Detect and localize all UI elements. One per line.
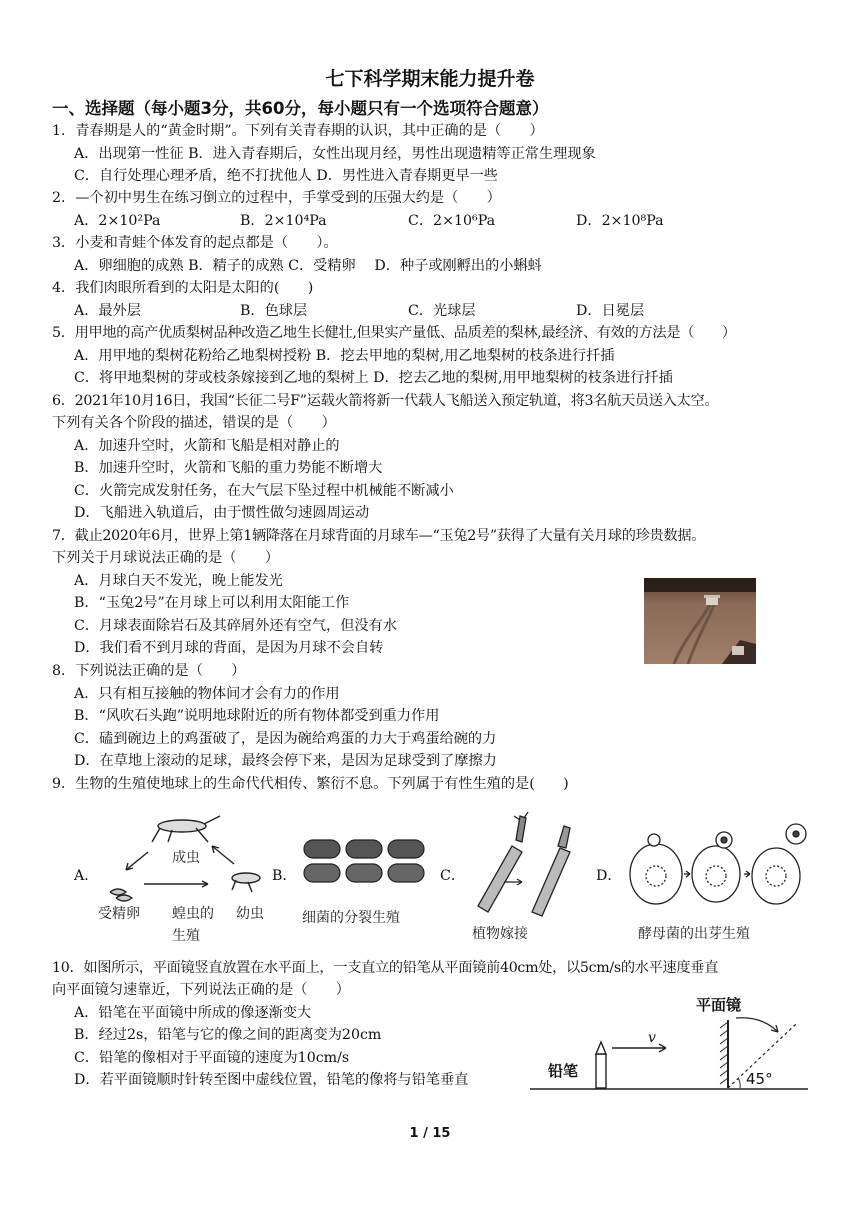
- q6-stem-line2: 下列有关各个阶段的描述，错误的是（ ）: [52, 415, 336, 431]
- angle-label: 45°: [746, 1070, 773, 1088]
- q9-stem: 9．生物的生殖使地球上的生命代代相传、繁衍不息。下列属于有性生殖的是( ): [52, 776, 569, 792]
- bacteria-fission-diagram: [294, 820, 434, 930]
- q2-option-b: B．2×10⁴Pa: [240, 213, 327, 229]
- q1-options-line1: A．出现第一性征 B．进入青春期后，女性出现月经，男性出现遗精等正常生理现象: [74, 146, 596, 162]
- q9-label-b: B．: [272, 868, 297, 884]
- q6-option-c: C．火箭完成发射任务，在大气层下坠过程中机械能不断减小: [74, 483, 454, 499]
- q10-option-a: A．铅笔在平面镜中所成的像逐渐变大: [74, 1005, 312, 1021]
- grafting-caption: 植物嫁接: [472, 926, 528, 942]
- q9-label-a: A．: [74, 868, 99, 884]
- q4-option-c: C．光球层: [408, 303, 476, 319]
- q4-option-a: A．最外层: [74, 303, 141, 319]
- q4-option-d: D．日冕层: [576, 303, 645, 319]
- q10-stem-line2: 向平面镜匀速靠近，下列说法正确的是（ ）: [52, 982, 350, 998]
- q8-option-d: D．在草地上滚动的足球，最终会停下来，是因为足球受到了摩擦力: [74, 753, 497, 769]
- q10-option-d: D．若平面镜顺时针转至图中虚线位置，铅笔的像将与铅笔垂直: [74, 1072, 469, 1088]
- q5-options-line1: A．用甲地的梨树花粉给乙地梨树授粉 B．挖去甲地的梨树,用乙地梨树的枝条进行扦插: [74, 348, 615, 364]
- grasshopper-nymph-label: 幼虫: [236, 906, 264, 922]
- q6-option-a: A．加速升空时，火箭和飞船是相对静止的: [74, 438, 340, 454]
- q6-option-d: D．飞船进入轨道后，由于惯性做匀速圆周运动: [74, 505, 370, 521]
- yeast-caption: 酵母菌的出芽生殖: [638, 926, 750, 942]
- q1-stem: 1．青春期是人的“黄金时期”。下列有关青春期的认识，其中正确的是（ ）: [52, 123, 544, 139]
- grasshopper-title-line1: 蝗虫的: [172, 906, 214, 922]
- q6-option-b: B．加速升空时，火箭和飞船的重力势能不断增大: [74, 460, 383, 476]
- q4-stem: 4．我们肉眼所看到的太阳是太阳的( ): [52, 280, 314, 296]
- page-number: 1 / 15: [409, 1126, 451, 1141]
- q7-stem-line1: 7．截止2020年6月，世界上第1辆降落在月球背面的月球车—“玉兔2号”获得了大量有关月球的珍贵数据。: [52, 528, 706, 544]
- q9-label-d: D．: [596, 868, 622, 884]
- mirror-label: 平面镜: [696, 996, 742, 1014]
- q7-option-b: B．“玉兔2号”在月球上可以利用太阳能工作: [74, 595, 350, 611]
- bacteria-caption: 细菌的分裂生殖: [302, 910, 400, 926]
- q8-option-b: B．“风吹石头跑”说明地球附近的所有物体都受到重力作用: [74, 708, 440, 724]
- q1-options-line2: C．自行处理心理矛盾，绝不打扰他人 D．男性进入青春期更早一些: [74, 168, 498, 184]
- grafting-diagram: [464, 812, 584, 944]
- q3-stem: 3．小麦和青蛙个体发育的起点都是（ ）。: [52, 235, 338, 251]
- velocity-label: v: [648, 1030, 656, 1046]
- q9-label-c: C．: [440, 868, 466, 884]
- q9-figure-row: [72, 806, 832, 946]
- q7-option-d: D．我们看不到月球的背面，是因为月球不会自转: [74, 640, 384, 656]
- q5-stem: 5．用甲地的高产优质梨树品种改造乙地生长健壮,但果实产量低、品质差的梨林,最经济、有效的方法是（ ）: [52, 325, 736, 341]
- page-title: 七下科学期末能力提升卷: [325, 68, 535, 90]
- grasshopper-lifecycle-diagram: [96, 806, 272, 946]
- q10-option-b: B．经过2s，铅笔与它的像之间的距离变为20cm: [74, 1027, 382, 1043]
- q8-stem: 8．下列说法正确的是（ ）: [52, 663, 246, 679]
- lunar-rover-photo: [644, 578, 756, 664]
- q8-option-c: C．磕到碗边上的鸡蛋破了，是因为碗给鸡蛋的力大于鸡蛋给碗的力: [74, 731, 497, 747]
- plane-mirror-diagram: [530, 994, 810, 1094]
- q2-option-d: D．2×10⁸Pa: [576, 213, 664, 229]
- q2-stem: 2．—个初中男生在练习倒立的过程中，手掌受到的压强大约是（ ）: [52, 190, 501, 206]
- q8-option-a: A．只有相互接触的物体间才会有力的作用: [74, 686, 340, 702]
- q3-options-line1: A．卵细胞的成熟 B．精子的成熟 C．受精卵 D．种子或刚孵出的小蝌蚪: [74, 258, 542, 274]
- q10-option-c: C．铅笔的像相对于平面镜的速度为10cm/s: [74, 1050, 350, 1066]
- grasshopper-title-line2: 生殖: [172, 928, 200, 944]
- q2-option-a: A．2×10²Pa: [74, 213, 161, 229]
- yeast-budding-diagram: [624, 814, 824, 944]
- q4-option-b: B．色球层: [240, 303, 308, 319]
- q5-options-line2: C．将甲地梨树的芽或枝条嫁接到乙地的梨树上 D．挖去乙地的梨树,用甲地梨树的枝条进行扦插: [74, 370, 673, 386]
- q7-stem-line2: 下列关于月球说法正确的是（ ）: [52, 550, 280, 566]
- grasshopper-adult-label: 成虫: [172, 850, 200, 866]
- section-heading: 一、选择题（每小题3分，共60分，每小题只有一个选项符合题意）: [52, 99, 549, 118]
- pencil-label: 铅笔: [548, 1062, 579, 1080]
- q10-stem-line1: 10．如图所示，平面镜竖直放置在水平面上，一支直立的铅笔从平面镜前40cm处，以5cm/s的水平速度垂直: [52, 960, 719, 976]
- q2-option-c: C．2×10⁶Pa: [408, 213, 496, 229]
- q6-stem-line1: 6．2021年10月16日，我国“长征二号F”运载火箭将新一代载人飞船送入预定轨道，将3名航天员送入太空。: [52, 393, 719, 409]
- q7-option-c: C．月球表面除岩石及其碎屑外还有空气，但没有水: [74, 618, 397, 634]
- q7-option-a: A．月球白天不发光，晚上能发光: [74, 573, 283, 589]
- grasshopper-egg-label: 受精卵: [98, 906, 140, 922]
